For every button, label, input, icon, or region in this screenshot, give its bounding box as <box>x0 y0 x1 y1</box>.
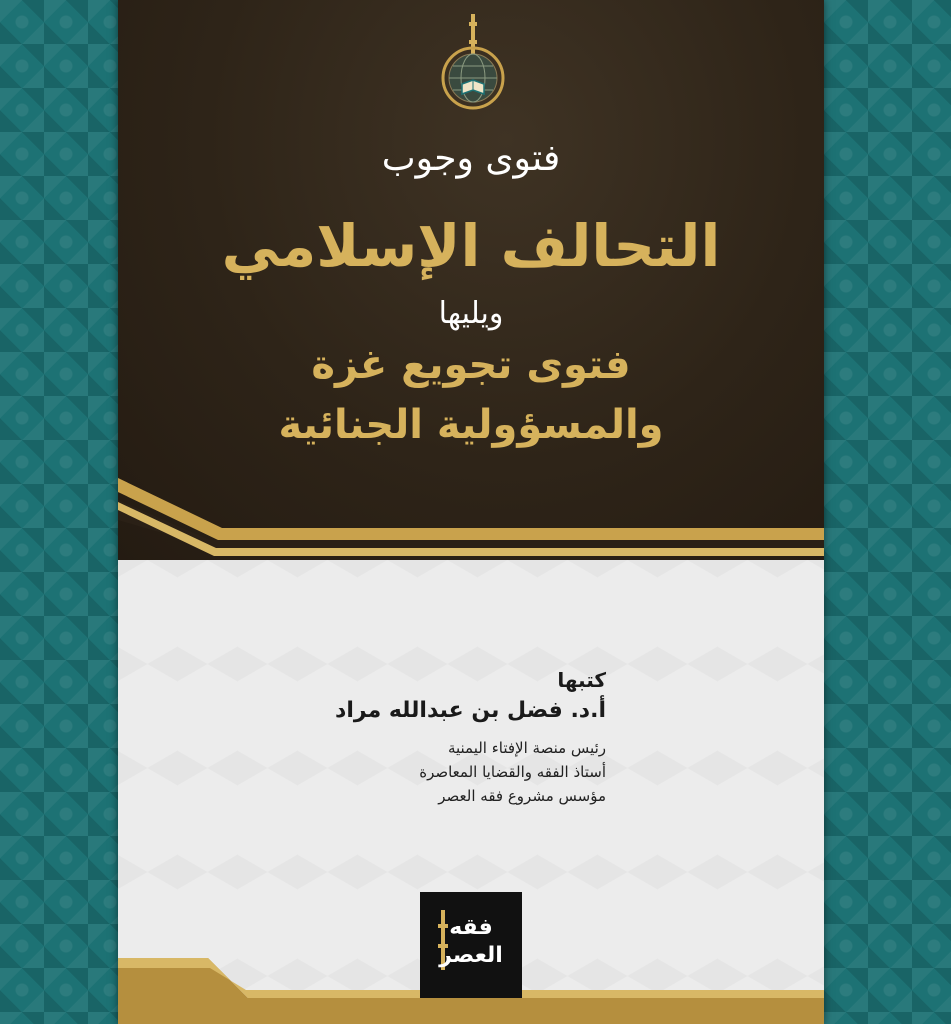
author-title-1: رئيس منصة الإفتاء اليمنية <box>447 739 606 757</box>
title-connector: ويليها <box>438 296 504 331</box>
left-pattern-panel <box>0 0 118 1024</box>
author-name: أ.د. فضل بن عبدالله مراد <box>335 698 606 723</box>
author-title-2: أستاذ الفقه والقضايا المعاصرة <box>419 763 606 781</box>
author-title-3: مؤسس مشروع فقه العصر <box>438 787 606 805</box>
book-cover <box>118 0 824 1024</box>
publisher-logo-line-2: العصر <box>439 943 503 968</box>
author-block <box>335 668 606 811</box>
globe-minaret-book-icon <box>438 12 508 116</box>
publisher-logo <box>420 892 522 998</box>
title-main: التحالف الإسلامي <box>221 212 721 280</box>
subtitle-line-2: والمسؤولية الجنائية <box>278 402 664 448</box>
title-top: فتوى وجوب <box>381 138 561 179</box>
subtitle-line-1: فتوى تجويع غزة <box>311 342 631 388</box>
author-label: كتبها <box>557 668 606 692</box>
publisher-logo-line-1: فقه <box>449 915 493 940</box>
right-pattern-panel <box>824 0 951 1024</box>
